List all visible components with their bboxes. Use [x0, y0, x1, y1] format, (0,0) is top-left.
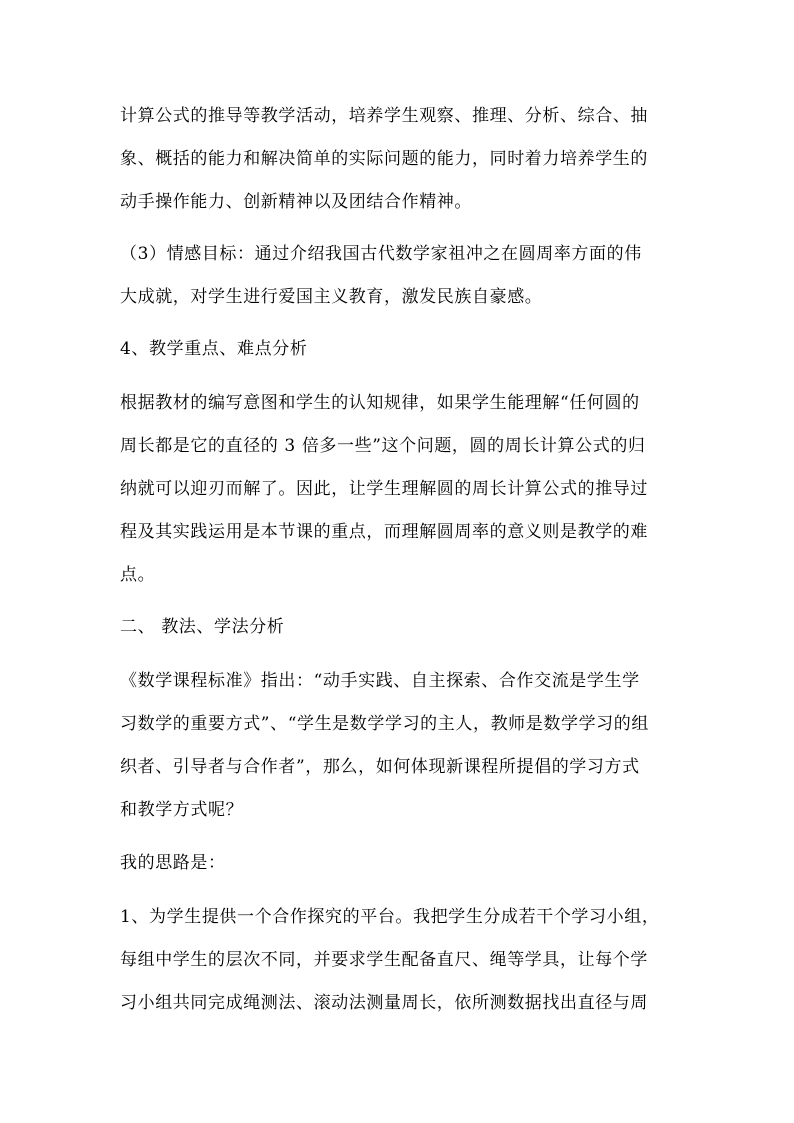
text-line: 习数学的重要方式”、“学生是数学学习的主人，教师是数学学习的组 — [120, 714, 649, 734]
text-line: 每组中学生的层次不同，并要求学生配备直尺、绳等学具，让每个学 — [120, 950, 648, 970]
text-line: 和教学方式呢？ — [120, 800, 244, 820]
text-line: 1、为学生提供一个合作探究的平台。我把学生分成若干个学习小组， — [120, 907, 660, 927]
text-line: 根据教材的编写意图和学生的认知规律，如果学生能理解“任何圆的 — [120, 393, 640, 413]
text-line: 象、概括的能力和解决简单的实际问题的能力，同时着力培养学生的 — [120, 149, 648, 169]
text-line: 我的思路是： — [120, 853, 226, 873]
text-line: 织者、引导者与合作者”，那么，如何体现新课程所提倡的学习方式 — [120, 757, 640, 777]
text-line: 程及其实践运用是本节课的重点，而理解圆周率的意义则是教学的难 — [120, 522, 648, 542]
text-line: 《数学课程标准》指出：“动手实践、自主探索、合作交流是学生学 — [120, 671, 640, 691]
text-line: 纳就可以迎刃而解了。因此，让学生理解圆的周长计算公式的推导过 — [120, 479, 648, 499]
text-line: 计算公式的推导等教学活动，培养学生观察、推理、分析、综合、抽 — [120, 106, 648, 126]
text-line: 大成就，对学生进行爱国主义教育，激发民族自豪感。 — [120, 287, 543, 307]
text-line: 动手操作能力、创新精神以及团结合作精神。 — [120, 192, 472, 212]
section-heading: 二、 教法、学法分析 — [120, 617, 285, 637]
text-line: （3）情感目标：通过介绍我国古代数学家祖冲之在圆周率方面的伟 — [120, 244, 642, 264]
text-line: 点。 — [120, 565, 156, 585]
text-line: 习小组共同完成绳测法、滚动法测量周长，依所测数据找出直径与周 — [120, 993, 648, 1013]
section-heading: 4、教学重点、难点分析 — [120, 339, 308, 359]
text-line: 周长都是它的直径的 3 倍多一些”这个问题，圆的周长计算公式的归 — [120, 436, 646, 456]
